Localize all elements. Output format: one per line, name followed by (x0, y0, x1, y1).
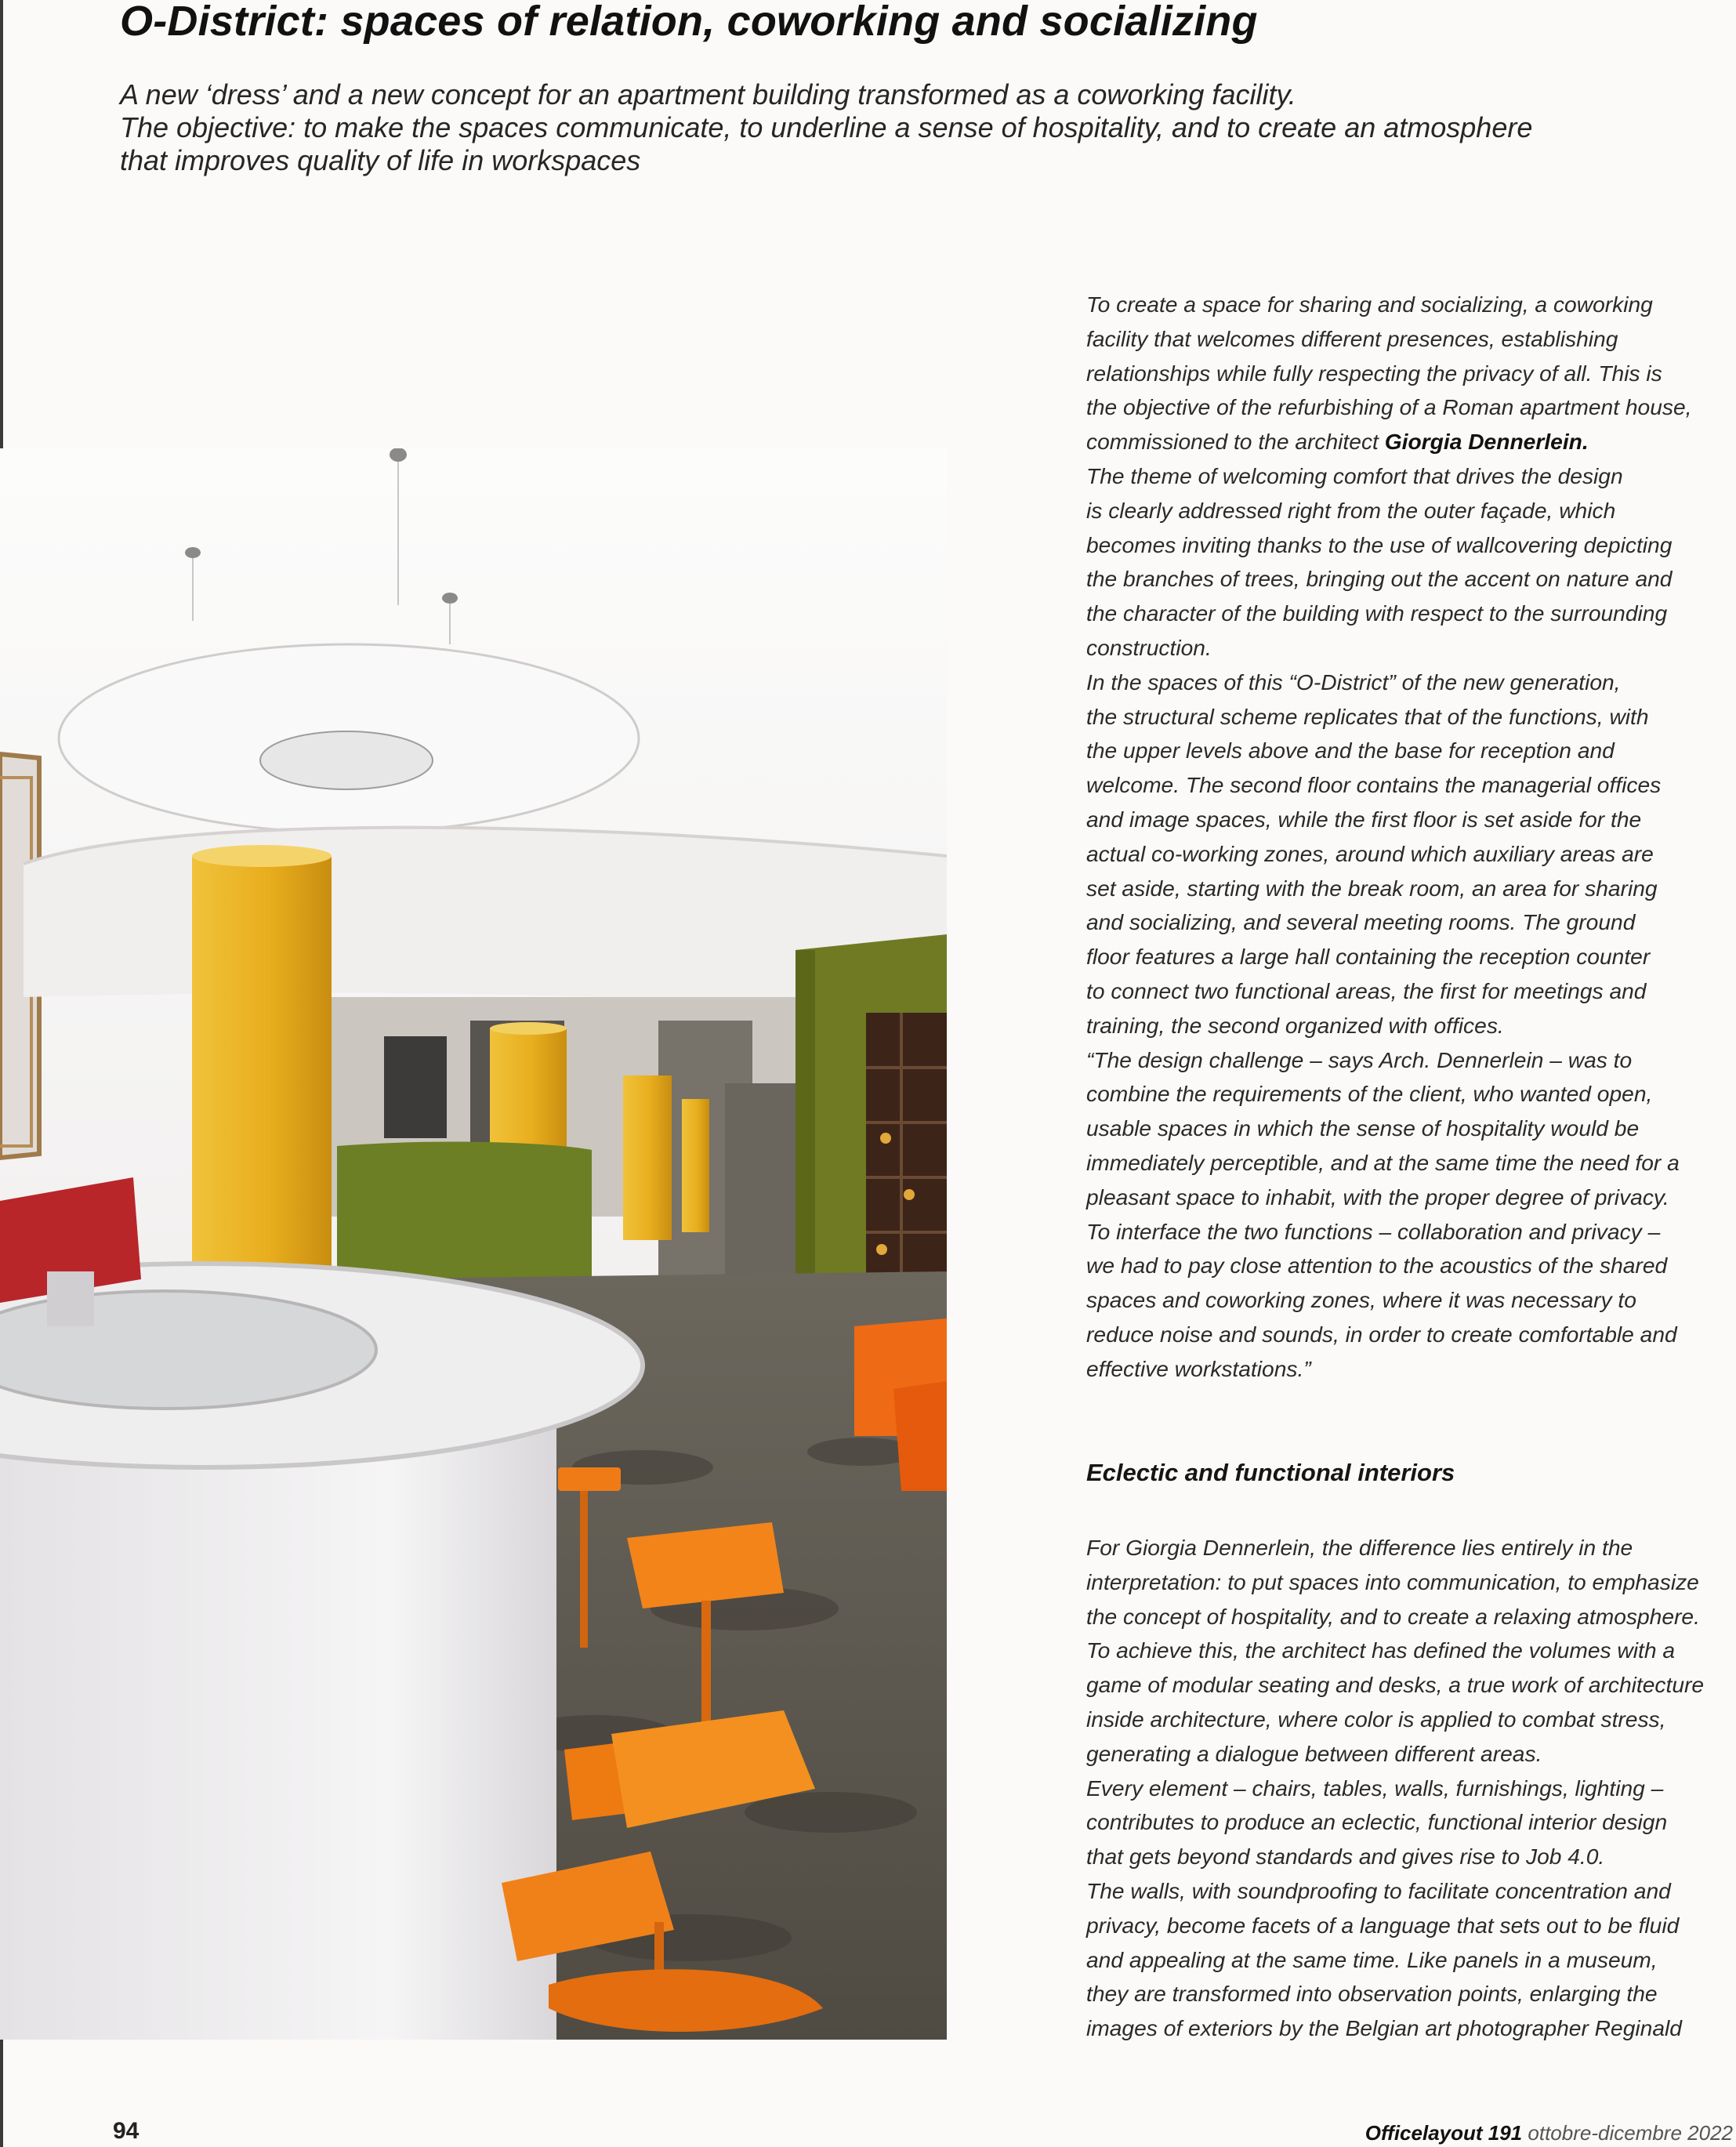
body-line: is clearly addressed right from the outer façade, which (1086, 497, 1616, 523)
body-line: To create a space for sharing and socializing, a coworking (1086, 292, 1653, 317)
body-line: combine the requirements of the client, who wanted open, (1086, 1081, 1653, 1107)
body-line: to connect two functional areas, the first for meetings and (1086, 977, 1647, 1003)
body-line: usable spaces in which the sense of hospitality would be (1086, 1115, 1640, 1141)
body-line: and image spaces, while the first floor is set aside for the (1086, 806, 1642, 832)
body-line: construction. (1086, 634, 1212, 660)
body-line: immediately perceptible, and at the same time the need for a (1086, 1149, 1680, 1175)
body-line: training, the second organized with offices. (1086, 1012, 1504, 1038)
article-title: O-District: spaces of relation, coworking and socializing (120, 0, 1258, 45)
interior-photo (0, 448, 947, 2040)
body-line: For Giorgia Dennerlein, the difference lies entirely in the (1086, 1535, 1633, 1560)
body-line: game of modular seating and desks, a true work of architecture (1086, 1672, 1705, 1698)
body-line: the upper levels above and the base for reception and (1086, 738, 1615, 763)
body-line: To interface the two functions – collaboration and privacy – (1086, 1218, 1661, 1244)
body-line: The theme of welcoming comfort that drives the design (1086, 462, 1623, 488)
body-line: floor features a large hall containing the reception counter (1086, 944, 1651, 970)
subtitle-line: that improves quality of life in workspaces (120, 144, 641, 176)
body-line: generating a dialogue between different areas. (1086, 1740, 1542, 1766)
body-line: To achieve this, the architect has defined the volumes with a (1086, 1637, 1676, 1663)
body-line: spaces and coworking zones, where it was necessary to (1086, 1287, 1636, 1313)
body-line: they are transformed into observation points, enlarging the (1086, 1981, 1658, 2007)
article-subtitle (120, 78, 1648, 177)
subtitle-line: A new ‘dress’ and a new concept for an apartment building transformed as a coworking facility. (120, 78, 1296, 111)
body-line: the character of the building with respect to the surrounding (1086, 600, 1668, 626)
body-line: In the spaces of this “O-District” of the new generation, (1086, 669, 1621, 695)
body-line: the objective of the refurbishing of a Roman apartment house, (1086, 394, 1692, 420)
body-line-with-name (1086, 425, 1736, 459)
body-line: and appealing at the same time. Like panels in a museum, (1086, 1946, 1658, 1972)
body-line: “The design challenge – says Arch. Dennerlein – was to (1086, 1046, 1633, 1072)
body-line: effective workstations.” (1086, 1355, 1311, 1381)
running-footer (1365, 2121, 1733, 2145)
page-number: 94 (113, 2118, 140, 2144)
body-line: facility that welcomes different presences, establishing (1086, 325, 1618, 351)
issue-date: ottobre-dicembre 2022 (1528, 2121, 1733, 2145)
body-line: the branches of trees, bringing out the accent on nature and (1086, 566, 1673, 592)
body-line: relationships while fully respecting the privacy of all. This is (1086, 360, 1662, 386)
section-heading: Eclectic and functional interiors (1086, 1459, 1455, 1486)
body-line: welcome. The second floor contains the managerial offices (1086, 772, 1662, 798)
magazine-name: Officelayout (1365, 2121, 1483, 2145)
body-line-text: commissioned to the architect (1086, 429, 1385, 455)
section-body-text (1086, 1531, 1736, 2046)
body-text-column (1086, 288, 1736, 1387)
architect-name: Giorgia Dennerlein. (1384, 429, 1589, 455)
body-line: becomes inviting thanks to the use of wallcovering depicting (1086, 531, 1673, 557)
body-line: contributes to produce an eclectic, functional interior design (1086, 1809, 1668, 1835)
body-line: images of exteriors by the Belgian art photographer Reginald (1086, 2015, 1682, 2041)
body-line: the concept of hospitality, and to create a relaxing atmosphere. (1086, 1603, 1700, 1629)
body-line: set aside, starting with the break room, an area for sharing (1086, 875, 1658, 901)
body-line: and socializing, and several meeting rooms. The ground (1086, 909, 1636, 935)
body-line: Every element – chairs, tables, walls, furnishings, lighting – (1086, 1775, 1664, 1801)
body-line: the structural scheme replicates that of the functions, with (1086, 703, 1649, 729)
body-line: pleasant space to inhabit, with the proper degree of privacy. (1086, 1184, 1669, 1210)
body-line: that gets beyond standards and gives rise to Job 4.0. (1086, 1844, 1605, 1870)
body-line: actual co-working zones, around which auxiliary areas are (1086, 840, 1654, 866)
body-line: inside architecture, where color is applied to combat stress, (1086, 1706, 1666, 1732)
issue-number: 191 (1488, 2121, 1523, 2145)
body-line: reduce noise and sounds, in order to create comfortable and (1086, 1321, 1677, 1347)
body-line: interpretation: to put spaces into communication, to emphasize (1086, 1569, 1699, 1594)
body-line: we had to pay close attention to the acoustics of the shared (1086, 1253, 1668, 1278)
body-line: privacy, become facets of a language that sets out to be fluid (1086, 1912, 1680, 1938)
body-line: The walls, with soundproofing to facilitate concentration and (1086, 1877, 1671, 1903)
subtitle-line: The objective: to make the spaces communicate, to underline a sense of hospitality, and to create an atmosphere (120, 111, 1533, 143)
